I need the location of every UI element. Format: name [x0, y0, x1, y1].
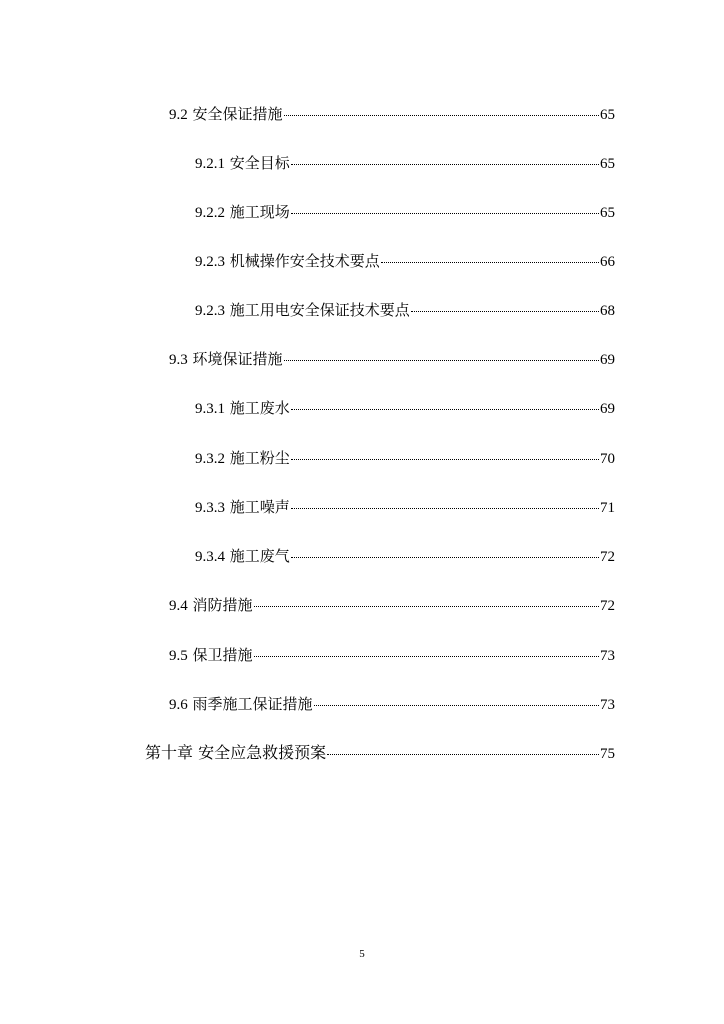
toc-entry[interactable]: [195, 200, 615, 224]
toc-entry-title: [169, 102, 283, 127]
toc-entry-title: [169, 692, 313, 717]
toc-entry-number: 9.3: [169, 352, 188, 368]
toc-entry-text: 施工废水: [229, 399, 290, 417]
toc-entry-number: 第十章: [145, 743, 194, 762]
toc-leader-dots: [291, 459, 599, 460]
toc-entry-page: 73: [600, 697, 615, 713]
toc-leader-dots: [254, 606, 599, 607]
toc-entry[interactable]: [195, 298, 615, 322]
toc-entry-page: 65: [600, 107, 615, 123]
toc-entry-number: 9.5: [169, 648, 188, 664]
toc-entry[interactable]: [169, 692, 615, 716]
toc-leader-dots: [291, 508, 599, 509]
toc-entry-page: 72: [600, 549, 615, 565]
toc-entry-text: 安全目标: [229, 154, 290, 172]
toc-entry-number: 9.2.2: [195, 205, 225, 221]
toc-entry-chapter[interactable]: [145, 741, 615, 765]
toc-leader-dots: [284, 115, 599, 116]
toc-entry-text: 施工噪声: [229, 498, 290, 516]
toc-entry-number: 9.2.3: [195, 303, 225, 319]
toc-entry[interactable]: [169, 347, 615, 371]
toc-leader-dots: [291, 409, 599, 410]
toc-entry-page: 65: [600, 205, 615, 221]
toc-entry-title: [195, 151, 290, 176]
toc-leader-dots: [284, 360, 599, 361]
toc-entry-text: 安全保证措施: [192, 105, 283, 123]
toc-entry-text: 施工废气: [229, 547, 290, 565]
toc-leader-dots: [314, 705, 599, 706]
toc-entry-number: 9.3.4: [195, 549, 225, 565]
toc-entry-title: [195, 200, 290, 225]
toc-entry-page: 68: [600, 303, 615, 319]
toc-entry[interactable]: [195, 249, 615, 273]
toc-entry-page: 65: [600, 156, 615, 172]
toc-entry[interactable]: [169, 593, 615, 617]
toc-entry-title: [195, 446, 290, 471]
toc-entry-text: 施工现场: [229, 203, 290, 221]
toc-leader-dots: [254, 656, 599, 657]
toc-entry-title: [195, 396, 290, 421]
toc-entry-number: 9.3.2: [195, 451, 225, 467]
toc-entry-title: [195, 249, 380, 274]
toc-leader-dots: [291, 557, 599, 558]
toc-entry[interactable]: [195, 151, 615, 175]
toc-entry-text: 保卫措施: [192, 646, 253, 664]
toc-entry[interactable]: [195, 396, 615, 420]
toc-entry-page: 66: [600, 254, 615, 270]
toc-entry-number: 9.2: [169, 107, 188, 123]
toc-entry-page: 70: [600, 451, 615, 467]
toc-entry-number: 9.6: [169, 697, 188, 713]
toc-entry-number: 9.4: [169, 598, 188, 614]
toc-entry-page: 69: [600, 352, 615, 368]
toc-entry[interactable]: [195, 495, 615, 519]
toc-entry-page: 75: [600, 746, 615, 762]
toc-entry-text: 雨季施工保证措施: [192, 695, 313, 713]
toc-leader-dots: [381, 262, 599, 263]
toc-entry-text: 施工粉尘: [229, 449, 290, 467]
toc-entry[interactable]: [169, 102, 615, 126]
toc-entry-title: [195, 495, 290, 520]
toc-entry-title: [169, 347, 283, 372]
toc-entry-page: 69: [600, 401, 615, 417]
toc-entry-page: 73: [600, 648, 615, 664]
toc-entry-number: 9.2.3: [195, 254, 225, 270]
toc-entry-title: [145, 741, 326, 765]
toc-entry-text: 环境保证措施: [192, 350, 283, 368]
toc-entry[interactable]: [195, 544, 615, 568]
toc-leader-dots: [291, 213, 599, 214]
toc-entry-page: 71: [600, 500, 615, 516]
toc-entry-text: 安全应急救援预案: [198, 743, 327, 762]
toc-entry-title: [195, 544, 290, 569]
toc-leader-dots: [411, 311, 599, 312]
toc-entry-text: 机械操作安全技术要点: [229, 252, 380, 270]
toc-entry-number: 9.3.3: [195, 500, 225, 516]
toc-entry-title: [195, 298, 410, 323]
toc-entry[interactable]: [195, 446, 615, 470]
page-number: 5: [359, 948, 365, 960]
toc-entry[interactable]: [169, 643, 615, 667]
toc-entry-title: [169, 643, 253, 668]
toc-entry-text: 施工用电安全保证技术要点: [229, 301, 410, 319]
toc-entry-title: [169, 593, 253, 618]
toc-leader-dots: [327, 754, 599, 755]
toc-entry-number: 9.2.1: [195, 156, 225, 172]
toc-leader-dots: [291, 164, 599, 165]
toc-entry-page: 72: [600, 598, 615, 614]
toc-entry-number: 9.3.1: [195, 401, 225, 417]
toc-entry-text: 消防措施: [192, 596, 253, 614]
